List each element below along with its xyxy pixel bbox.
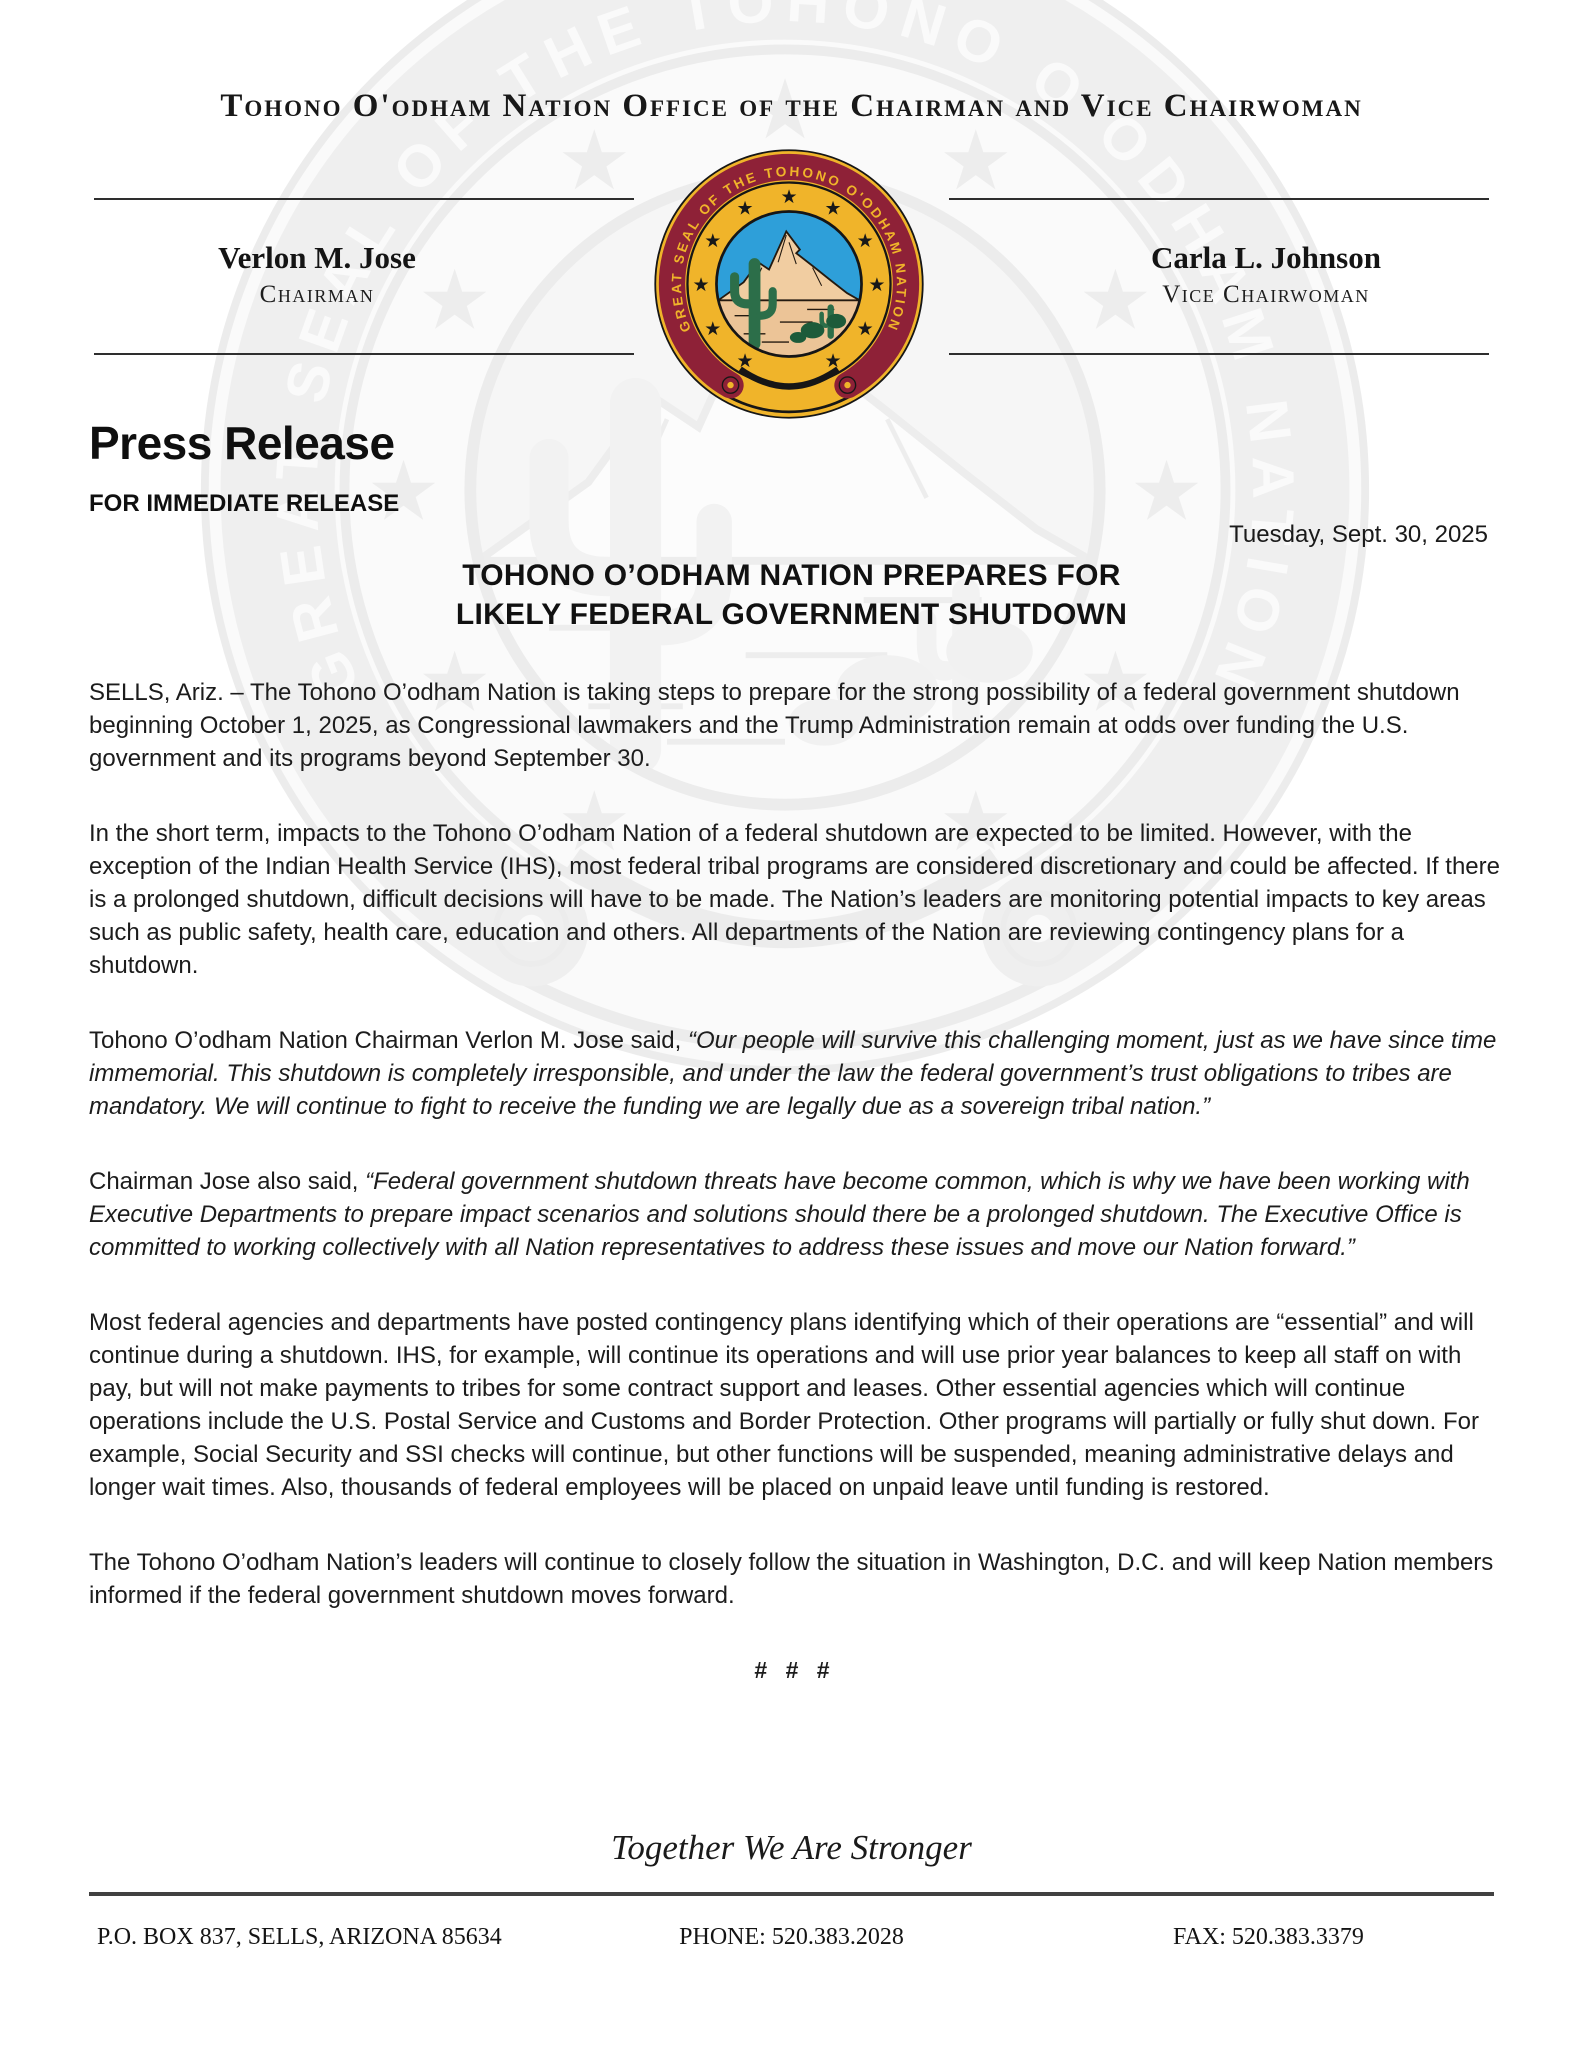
body-text [89,676,1501,1687]
vice-chairwoman-name: Carla L. Johnson [1151,240,1381,275]
press-release-heading: Press Release [89,417,395,469]
chairman-title: Chairman [259,281,375,308]
paragraph: Most federal agencies and departments have posted contingency plans identifying which of their operations are “essential” and will continue during a shutdown. IHS, for example, will continue its operations and will use prior year balances to keep all staff on with pay, but will not make payments to tribes for some contract support and leases. Other essential agencies which will continue operations include the U.S. Postal Service and Customs and Border Protection. Other programs will partially or fully shut down. For example, Social Security and SSI checks will continue, but other functions will be suspended, meaning administrative delays and longer wait times. Also, thousands of federal employees will be placed on unpaid leave until funding is restored. [89,1309,1479,1501]
vice-chairwoman-title: Vice Chairwoman [1162,281,1370,308]
tagline: Together We Are Stronger [611,1828,972,1867]
header-rule-upper-right [949,198,1489,200]
office-title: Tohono O'odham Nation Office of the Chairman and Vice Chairwoman [220,88,1363,124]
chairman-name: Verlon M. Jose [218,240,416,275]
vice-chairwoman-block [1046,240,1486,309]
footer-phone: PHONE: 520.383.2028 [679,1924,904,1950]
headline-line1: TOHONO O’ODHAM NATION PREPARES FOR [462,559,1121,592]
chairman-block [97,240,537,309]
paragraph: In the short term, impacts to the Tohono O’odham Nation of a federal shutdown are expected to be limited. However, with the exception of the Indian Health Service (IHS), most federal tribal programs are considered discretionary and could be affected. If there is a prolonged shutdown, difficult decisions will have to be made. The Nation’s leaders are monitoring potential impacts to key areas such as public safety, health care, education and others. All departments of the Nation are reviewing contingency plans for a shutdown. [89,820,1500,979]
body-paragraphs [89,676,1501,1612]
footer-address: P.O. BOX 837, SELLS, ARIZONA 85634 [97,1924,502,1950]
footer-contact-row [0,1924,1583,1964]
for-immediate-release-label: FOR IMMEDIATE RELEASE [89,490,400,517]
headline [0,556,1583,634]
header-rule-upper-left [94,198,634,200]
paragraph: Chairman Jose also said, “Federal government shutdown threats have become common, which is why we have been working with Executive Departments to prepare impact scenarios and solutions should there be a prolonged shutdown. The Executive Office is committed to working collectively with all Nation representatives to address these issues and move our Nation forward.” [89,1168,1470,1261]
paragraph: SELLS, Ariz. – The Tohono O’odham Nation is taking steps to prepare for the strong possibility of a federal government shutdown beginning October 1, 2025, as Congressional lawmakers and the Trump Administration remain at odds over funding the U.S. government and its programs beyond September 30. [89,679,1460,772]
headline-line2: LIKELY FEDERAL GOVERNMENT SHUTDOWN [455,598,1128,631]
header-rule-lower-right [949,353,1489,355]
footer-rule [89,1892,1494,1896]
end-mark: # # # [754,1657,836,1683]
paragraph: Tohono O’odham Nation Chairman Verlon M. Jose said, “Our people will survive this challenging moment, just as we have since time immemorial. This shutdown is completely irresponsible, and under the law the federal government’s trust obligations to tribes are mandatory. We will continue to fight to receive the funding we are legally due as a sovereign tribal nation.” [89,1027,1497,1120]
great-seal-image [653,148,925,420]
release-date: Tuesday, Sept. 30, 2025 [1229,521,1488,548]
paragraph: The Tohono O’odham Nation’s leaders will continue to closely follow the situation in Washington, D.C. and will keep Nation members informed if the federal government shutdown moves forward. [89,1549,1494,1609]
footer-fax: FAX: 520.383.3379 [1173,1924,1364,1950]
header-rule-lower-left [94,353,634,355]
